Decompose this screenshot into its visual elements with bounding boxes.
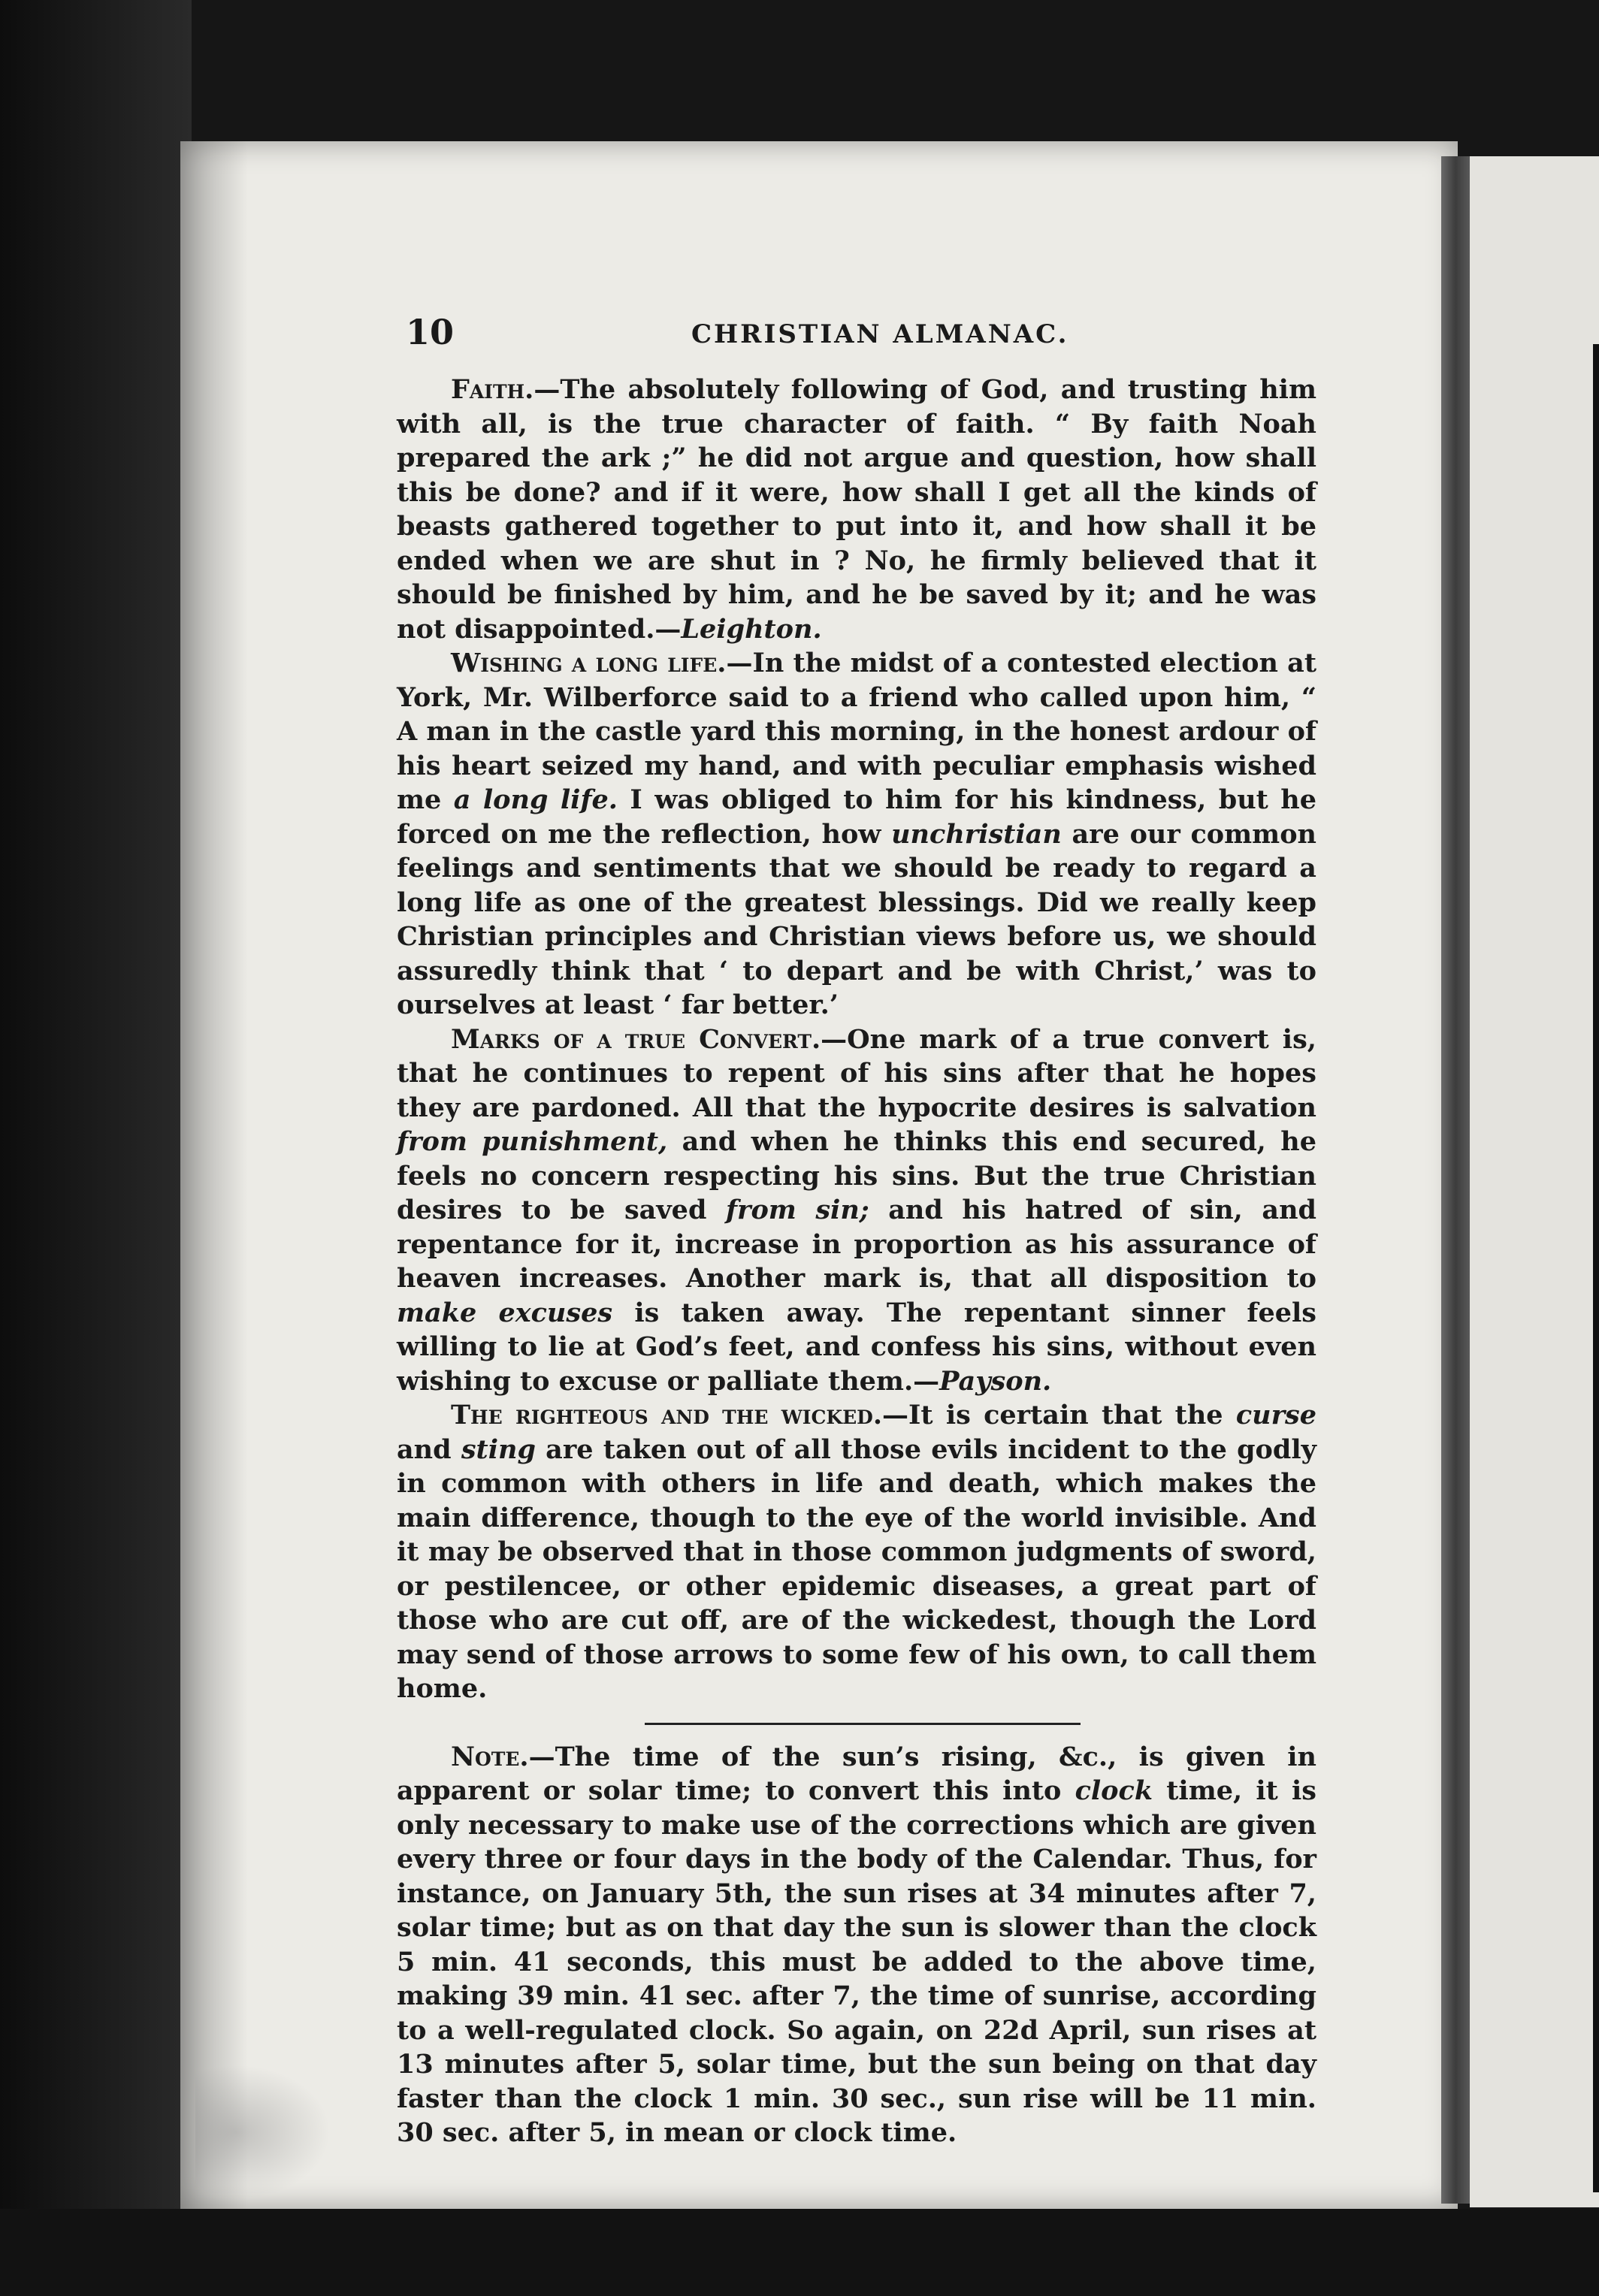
- scan-frame-bottom: [0, 2209, 1599, 2296]
- italic-segment: from sin;: [725, 1195, 869, 1225]
- paragraph-heading: The righteous and the wicked.: [451, 1400, 883, 1430]
- scan-frame-left: [0, 0, 192, 2296]
- italic-segment: a long life.: [453, 784, 618, 815]
- running-header: [406, 312, 1322, 357]
- running-title: CHRISTIAN ALMANAC.: [691, 319, 1069, 349]
- paragraph-heading: Note.: [451, 1741, 529, 1772]
- text-segment: and when he thinks this end secured, he feels no concern respecting his sins. But the true Christian desires to be saved: [397, 1126, 1316, 1225]
- paragraph-heading: Wishing a long life.: [451, 648, 727, 678]
- paragraph-true-convert: [397, 1023, 1316, 1399]
- text-segment: —The time of the sun’s rising, &c., is given in apparent or solar time; to convert this into: [397, 1741, 1316, 1806]
- text-segment: —One mark of a true convert is, that he continues to repent of his sins after that he hopes they are pardoned. All that the hypocrite desires is salvation: [397, 1023, 1316, 1123]
- page-stain: [195, 2065, 331, 2200]
- text-segment: are our common feelings and sentiments that we should be ready to regard a long life as one of the greatest blessings. Did we really keep Christian principles and Christian views before us, we should assuredly think that ‘ to depart and be with Christ,’ was to ourselves at least ‘ far better.’: [397, 818, 1317, 1020]
- italic-segment: from punishment,: [397, 1126, 668, 1157]
- page-number: 10: [406, 312, 455, 352]
- paragraph-note: [397, 1740, 1316, 2150]
- text-segment: —The absolutely following of God, and trusting him with all, is the true character of faith. “ By faith Noah prepared the ark ;” he did not argue and question, how shall this be done? and if it were, how shall I get all the kinds of beasts gathered together to put into it, and how shall it be ended when we are shut in ? No, he firmly believed that it should be finished by him, and he be saved by it; and he was not disappointed.—: [397, 374, 1316, 645]
- text-segment: are taken out of all those evils incident to the godly in common with others in life and death, which makes the main difference, though to the eye of the world invisible. And it may be observed that in those common judgments of sword, or pestilencee, or other epidemic diseases, a great part of those who are cut off, are of the wickedest, though the Lord may send of those arrows to some few of his own, to call them home.: [397, 1433, 1316, 1704]
- paragraph-wishing-long-life: [397, 646, 1316, 1023]
- adjacent-page-border: [1593, 344, 1599, 2192]
- text-segment: I was obliged to him for his kindness, but he forced on me the reflection, how: [397, 784, 1316, 850]
- italic-segment: clock: [1075, 1775, 1153, 1806]
- text-segment: and his hatred of sin, and repentance for it, increase in proportion as his assurance of heaven increases. Another mark is, that all disposition to: [397, 1195, 1316, 1294]
- article-body: [397, 373, 1316, 2150]
- attribution: Leighton.: [681, 613, 822, 645]
- text-segment: and: [397, 1433, 461, 1465]
- paragraph-righteous-wicked: [397, 1398, 1316, 1706]
- text-segment: is taken away. The repentant sinner feels willing to lie at God’s feet, and confess his sins, without even wishing to excuse or palliate them.—: [397, 1297, 1316, 1397]
- book-gutter: [1441, 156, 1470, 2204]
- page-edge-shadow: [180, 141, 248, 2209]
- attribution: Payson.: [939, 1365, 1052, 1397]
- adjacent-page: [1470, 156, 1599, 2207]
- text-segment: —In the midst of a contested election at York, Mr. Wilberforce said to a friend who called upon him, “ A man in the castle yard this morning, in the honest ardour of his heart seized my hand, and with peculiar emphasis wished me: [397, 648, 1316, 815]
- text-segment: —It is certain that the: [882, 1400, 1236, 1430]
- paragraph-heading: Marks of a true Convert.: [451, 1023, 821, 1055]
- paragraph-heading: Faith.: [451, 374, 534, 405]
- text-segment: time, it is only necessary to make use of the corrections which are given every three or four days in the body of the Calendar. Thus, for instance, on January 5th, the sun rises at 34 minutes after 7, solar time; but as on that day the sun is slower than the clock 5 min. 41 seconds, this must be added to the above time, making 39 min. 41 sec. after 7, the time of sunrise, according to a well-regulated clock. So again, on 22d April, sun rises at 13 minutes after 5, solar time, but the sun being on that day faster than the clock 1 min. 30 sec., sun rise will be 11 min. 30 sec. after 5, in mean or clock time.: [397, 1775, 1317, 2148]
- italic-segment: make excuses: [397, 1297, 613, 1328]
- paragraph-faith: [397, 373, 1316, 646]
- italic-segment: curse: [1235, 1400, 1316, 1430]
- italic-segment: unchristian: [891, 818, 1062, 850]
- italic-segment: sting: [461, 1433, 536, 1465]
- section-divider: [645, 1723, 1081, 1725]
